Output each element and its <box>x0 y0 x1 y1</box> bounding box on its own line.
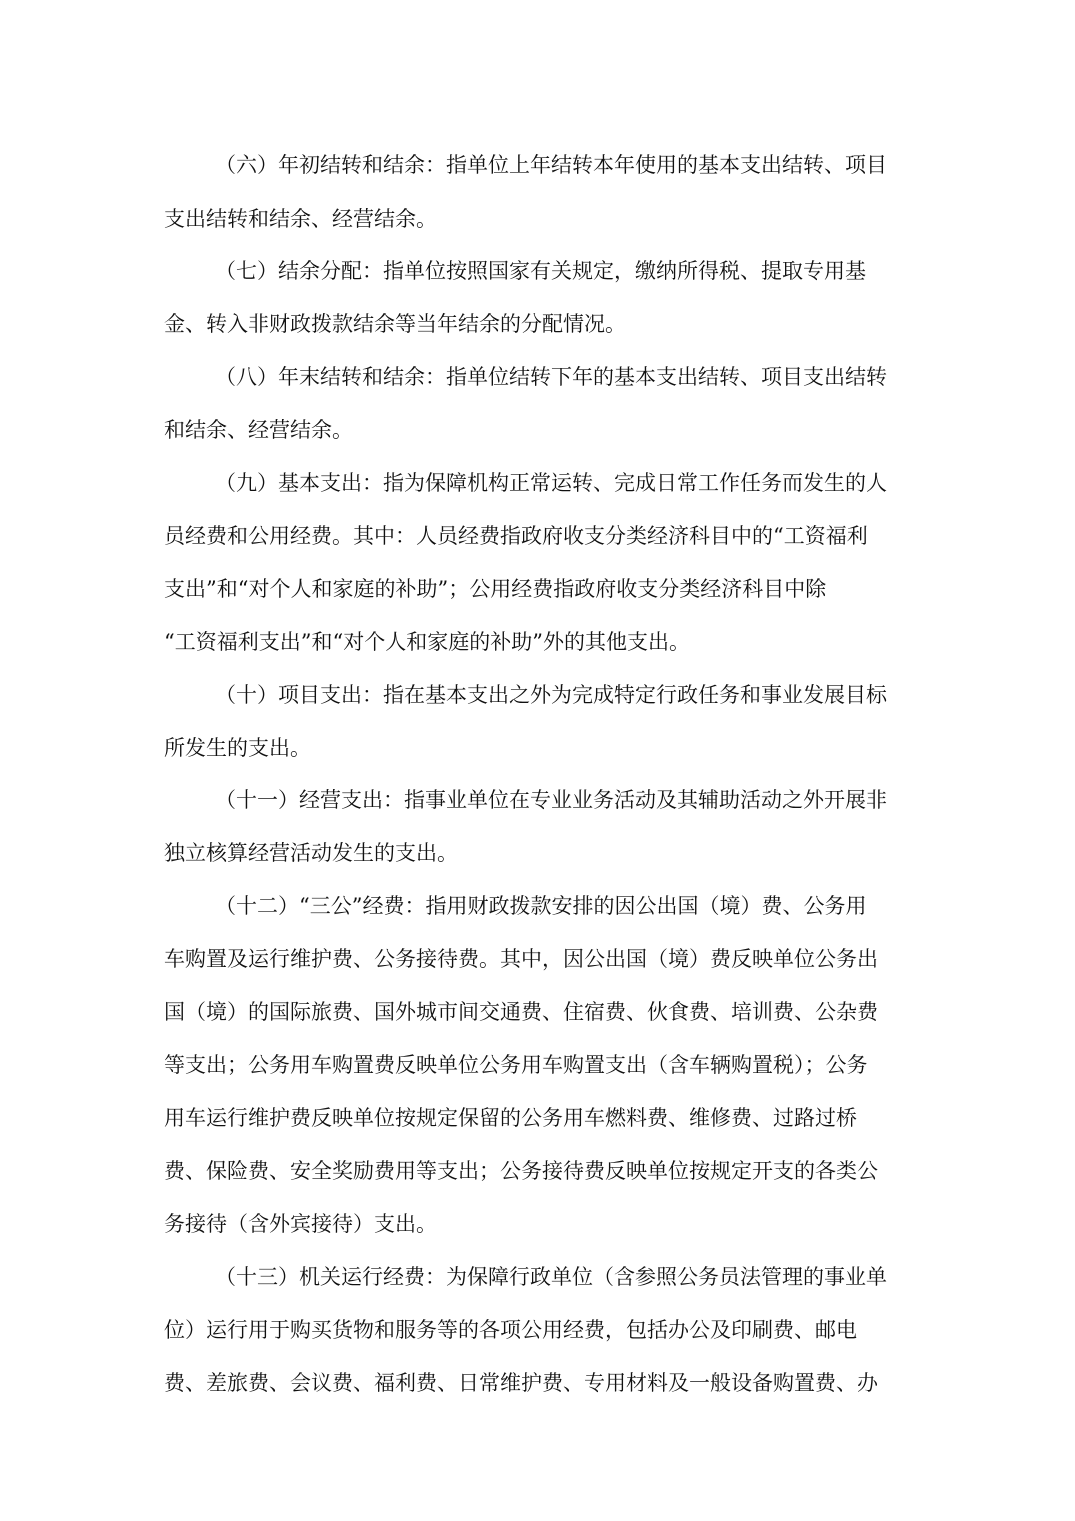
text-line: 员经费和公用经费。其中：人员经费指政府收支分类经济科目中的“工资福利 <box>164 524 868 548</box>
text-line: 独立核算经营活动发生的支出。 <box>164 841 458 865</box>
text-line: “工资福利支出”和“对个人和家庭的补助”外的其他支出。 <box>164 630 690 654</box>
text-line: 用车运行维护费反映单位按规定保留的公务用车燃料费、维修费、过路过桥 <box>164 1106 857 1130</box>
text-line: 费、差旅费、会议费、福利费、日常维护费、专用材料及一般设备购置费、办 <box>164 1371 878 1395</box>
text-line: 车购置及运行维护费、公务接待费。其中，因公出国（境）费反映单位公务出 <box>164 947 878 971</box>
text-line: 位）运行用于购买货物和服务等的各项公用经费，包括办公及印刷费、邮电 <box>164 1318 857 1342</box>
text-line: （十三）机关运行经费：为保障行政单位（含参照公务员法管理的事业单 <box>215 1265 887 1289</box>
text-line: 等支出；公务用车购置费反映单位公务用车购置支出（含车辆购置税）；公务 <box>164 1053 868 1077</box>
text-line: 支出”和“对个人和家庭的补助”；公用经费指政府收支分类经济科目中除 <box>164 577 827 601</box>
text-line: 和结余、经营结余。 <box>164 418 353 442</box>
text-line: 金、转入非财政拨款结余等当年结余的分配情况。 <box>164 312 626 336</box>
text-line: （七）结余分配：指单位按照国家有关规定，缴纳所得税、提取专用基 <box>215 259 866 283</box>
text-line: （六）年初结转和结余：指单位上年结转本年使用的基本支出结转、项目 <box>215 153 887 177</box>
text-line: （九）基本支出：指为保障机构正常运转、完成日常工作任务而发生的人 <box>215 471 887 495</box>
text-line: （十二）“三公”经费：指用财政拨款安排的因公出国（境）费、公务用 <box>215 894 867 918</box>
text-line: 支出结转和结余、经营结余。 <box>164 207 437 231</box>
text-line: 务接待（含外宾接待）支出。 <box>164 1212 437 1236</box>
text-line: （十）项目支出：指在基本支出之外为完成特定行政任务和事业发展目标 <box>215 683 887 707</box>
text-line: 国（境）的国际旅费、国外城市间交通费、住宿费、伙食费、培训费、公杂费 <box>164 1000 878 1024</box>
text-line: （八）年末结转和结余：指单位结转下年的基本支出结转、项目支出结转 <box>215 365 887 389</box>
text-line: 所发生的支出。 <box>164 736 311 760</box>
text-line: 费、保险费、安全奖励费用等支出；公务接待费反映单位按规定开支的各类公 <box>164 1159 878 1183</box>
text-line: （十一）经营支出：指事业单位在专业业务活动及其辅助活动之外开展非 <box>215 788 887 812</box>
